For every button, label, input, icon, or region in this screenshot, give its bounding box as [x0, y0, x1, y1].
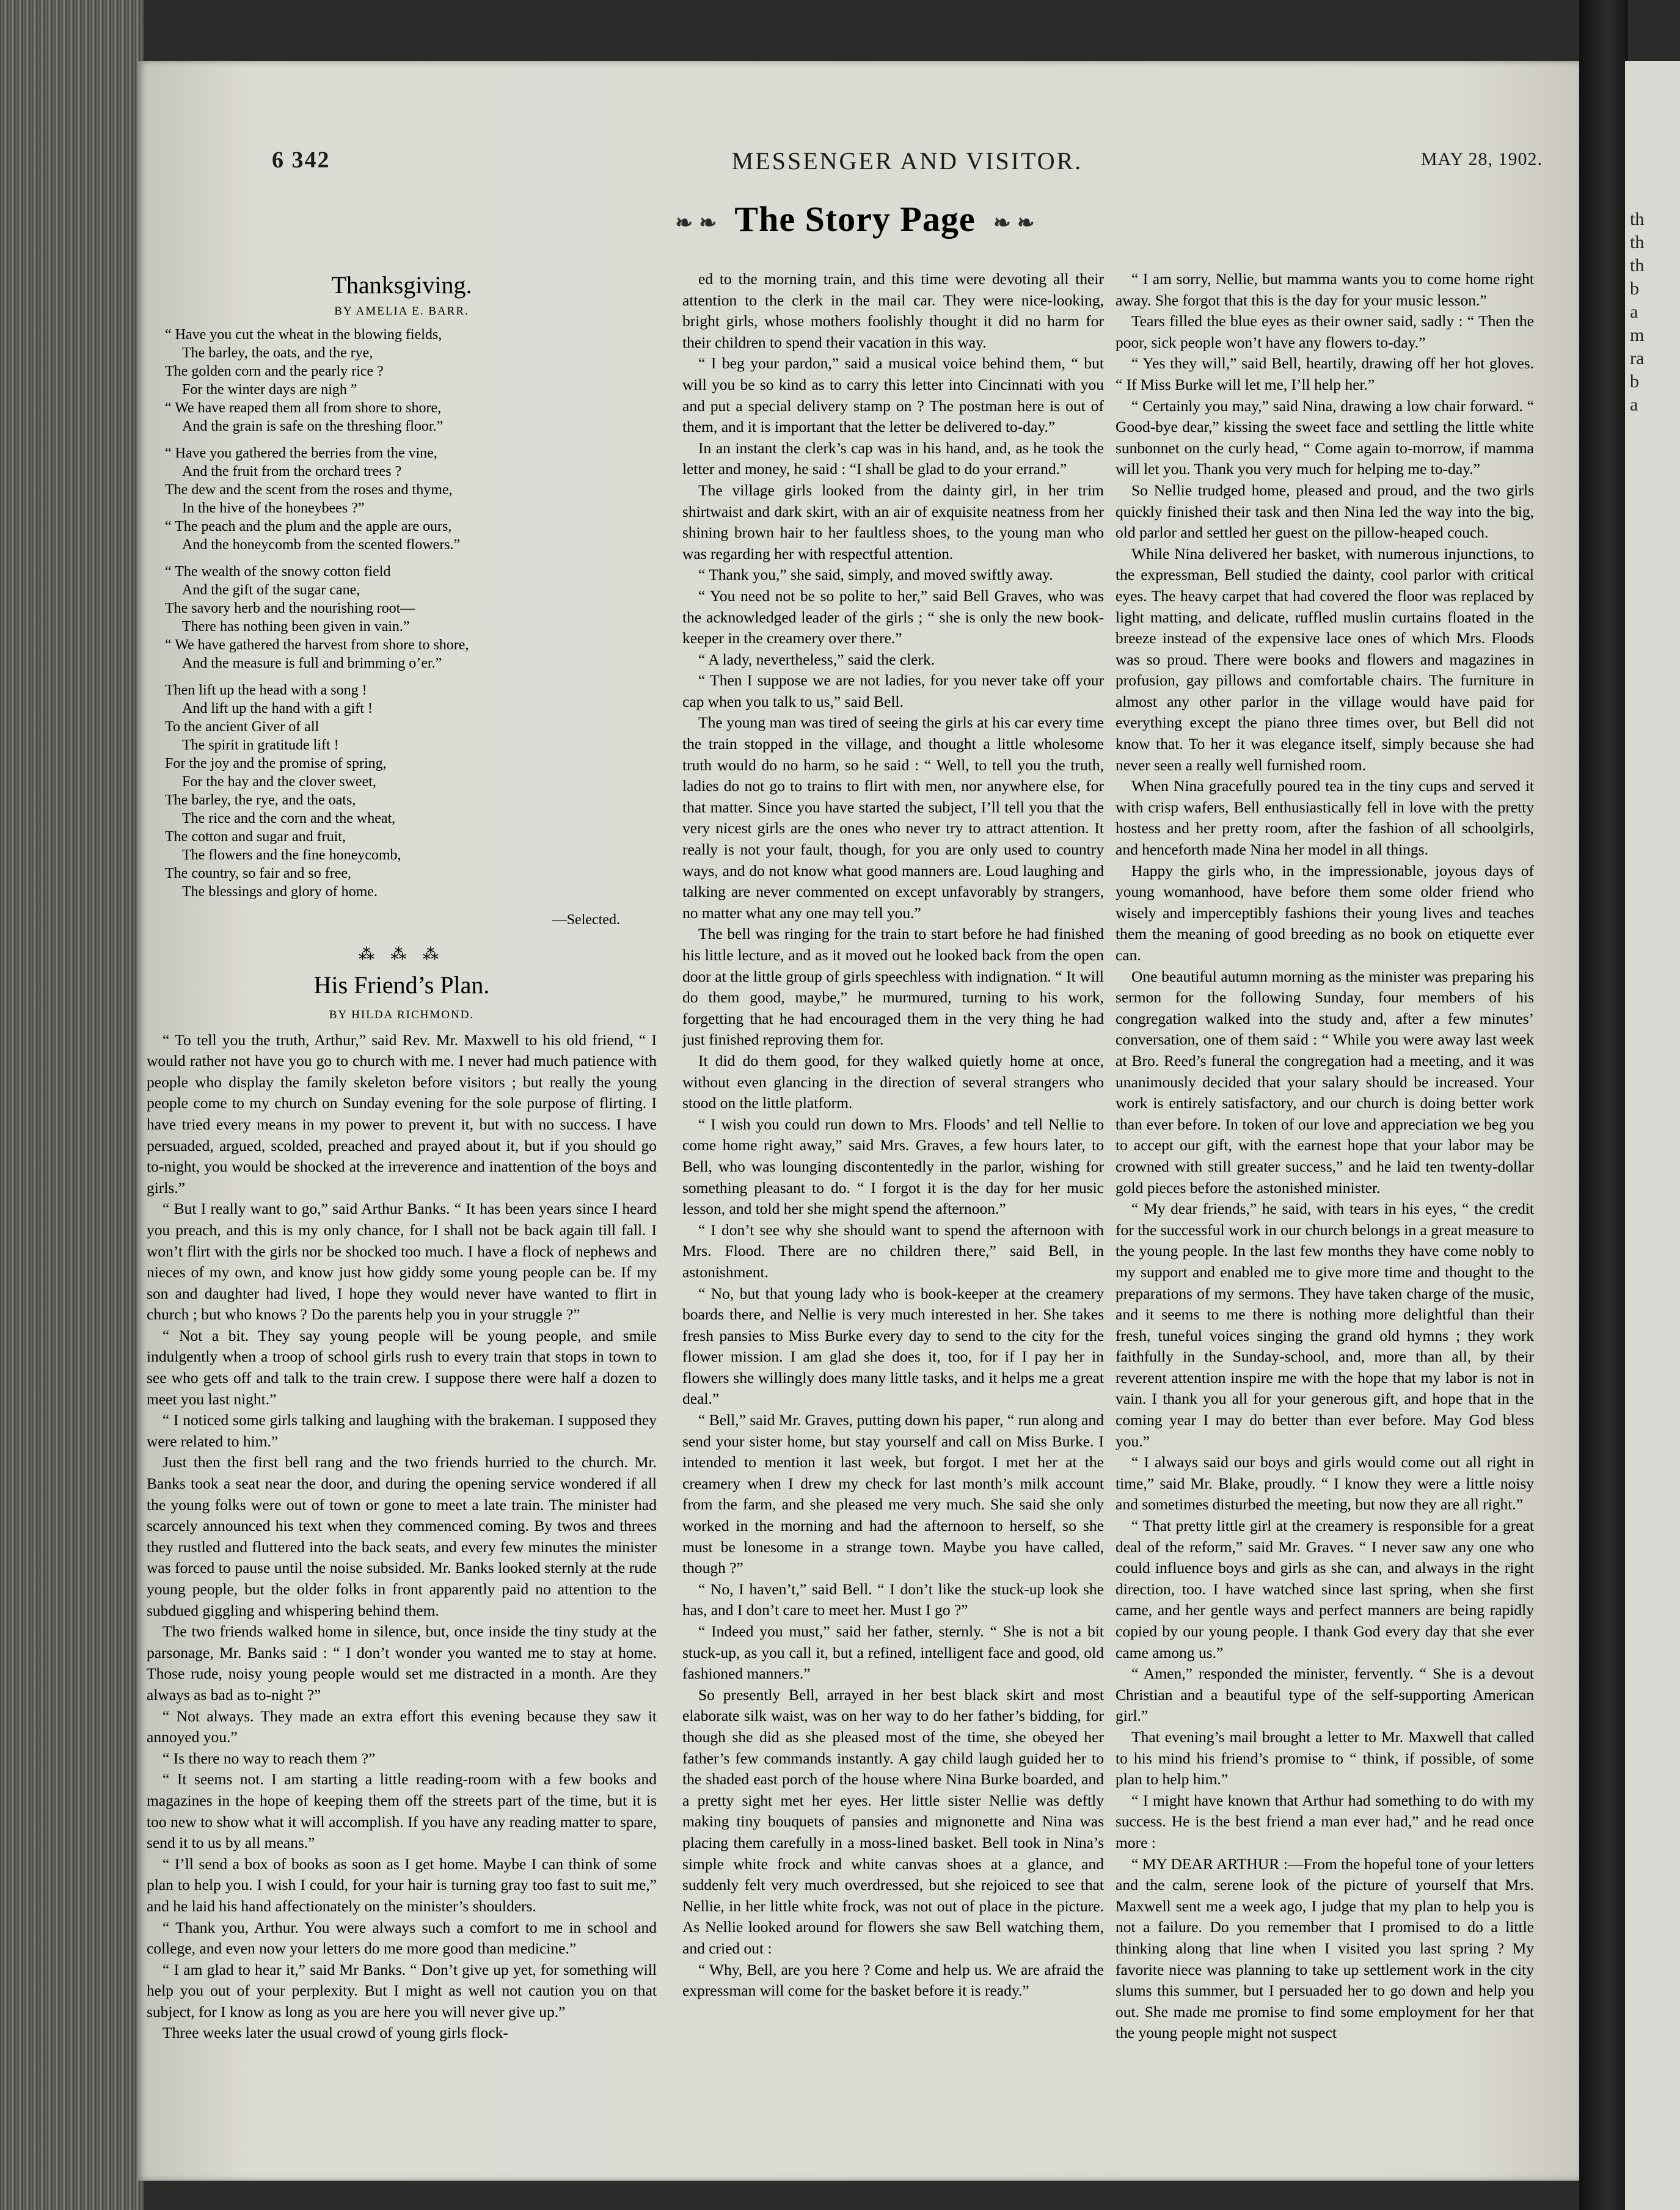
story-paragraph: The village girls looked from the dainty girl, in her trim shirtwaist and dark skirt, with an air of exquisite neatness from her shining brown hair to her faultless shoes, to the young man who was regarding her with respectful attention. [682, 481, 1104, 563]
story-paragraph: One beautiful autumn morning as the minister was preparing his sermon for the following Sunday, four members of his congregation walked into the study and, after a few minutes’ conversation, one of them said : “ While you were away last week at Bro. Reed’s funeral the congregation had a meeting, and it was unanimously decided that your salary should be increased. Your work is entirely satisfactory, and our church is doing better work than ever before. In token of our love and appreciation we beg you to accept our gift, with the earnest hope that your labor may be crowned with still greater success,” and he laid ten twenty-dollar gold pieces before the astonished minister. [1116, 967, 1534, 1197]
page-number: 6 342 [272, 147, 331, 173]
poem-line: The flowers and the fine honeycomb, [182, 847, 401, 864]
poem-line: There has nothing been given in vain.” [182, 619, 410, 635]
poem-line: For the joy and the promise of spring, [165, 756, 387, 772]
poem-byline: BY AMELIA E. BARR. [334, 304, 469, 318]
issue-date: MAY 28, 1902. [1420, 149, 1543, 169]
adjacent-text-fragment: th [1630, 209, 1645, 229]
poem-line: And the honeycomb from the scented flowers.” [182, 537, 461, 553]
poem-line: For the hay and the clover sweet, [182, 774, 376, 790]
story-paragraph: “ Certainly you may,” said Nina, drawing a low chair forward. “ Good-bye dear,” kissing the sweet face and settling the little white sunbonnet on the curly head, “ Come again to-morrow, if mamma will let you. Thank you very much for helping me to-day.” [1116, 396, 1534, 478]
story-paragraph: The young man was tired of seeing the girls at his car every time the train stopped in the village, and thought a little wholesome truth would do no harm, so he said : “ Well, to tell you the truth, ladies do not go to trains to flirt with men, nor anywhere else, for that matter. Since you have started the subject, I’ll tell you that the very nicest girls are the ones who never try to attract attention. It really is not your fault, though, for you are only used to country ways, and do not know what good manners are. Loud laughing and talking are never commented on except unfavorably by strangers, no matter what any one may tell you.” [682, 713, 1104, 922]
story-paragraph: “ Why, Bell, are you here ? Come and help us. We are afraid the expressman will come for the basket before it is ready.” [682, 1960, 1104, 2000]
story-paragraph: “ Yes they will,” said Bell, heartily, drawing off her hot gloves. “ If Miss Burke will let me, I’ll help her.” [1116, 354, 1534, 393]
publication-title: MESSENGER AND VISITOR. [731, 147, 1083, 175]
adjacent-text-fragment: b [1630, 279, 1639, 299]
story-title: His Friend’s Plan. [313, 971, 490, 999]
page-header [272, 147, 1543, 183]
story-paragraph: “ Amen,” responded the minister, fervently. “ She is a devout Christian and a beautiful type of the self-supporting American girl.” [1116, 1665, 1534, 1725]
story-paragraph: “ Bell,” said Mr. Graves, putting down his paper, “ run along and send your sister home, but stay yourself and call on Miss Burke. I intended to mention it last week, but forgot. I met her at the creamery when I drew my check for last month’s milk account from the farm, and she pleased me very much. She said she only worked in the morning and had the afternoon to herself, so she must be lonesome in a strange town. Maybe you have called, though ?” [682, 1411, 1104, 1577]
book-page-edges [0, 0, 144, 2210]
section-title [562, 199, 1149, 239]
story-byline: BY HILDA RICHMOND. [329, 1008, 475, 1021]
adjacent-text-fragment: th [1630, 232, 1645, 252]
story-paragraph: Tears filled the blue eyes as their owner said, sadly : “ Then the poor, sick people won’t have any flowers to-day.” [1116, 312, 1534, 351]
story-paragraph: Happy the girls who, in the impressionable, joyous days of young womanhood, have before them some older friend who wisely and imperceptibly fashions their young lives and teaches them the meaning of good breeding as no book on etiquette ever can. [1116, 861, 1534, 964]
story-paragraph: “ Thank you,” she said, simply, and moved swiftly away. [698, 566, 1053, 584]
poem-line: The cotton and sugar and fruit, [165, 829, 346, 845]
story-paragraph: “ But I really want to go,” said Arthur Banks. “ It has been years since I heard you preach, and this is my only chance, for I shall not be back again till fall. I won’t flirt with the girls nor be shocked too much. I have a flock of nephews and nieces of my own, and know just how giddy some young people can be. If my son and daughter had lived, I hope they would never have wanted to flirt in church ; but who knows ? Do the parents help you in your struggle ?” [147, 1200, 657, 1324]
column-1 [147, 263, 657, 2044]
story-paragraph: “ A lady, nevertheless,” said the clerk. [698, 650, 935, 668]
story-paragraph: “ To tell you the truth, Arthur,” said Rev. Mr. Maxwell to his old friend, “ I would rather not have you go to church with me. I never had much patience with people who display the family skeleton before visitors ; but really the young people come to my church on Sunday evening for the sole purpose of flirting. I have tried every means in my power to prevent it, but with no success. I have persuaded, argued, scolded, preached and prayed about it, but if you should go to-night, you would be shocked at the irreverence and inattention of the boys and girls.” [147, 1030, 657, 1197]
column-3 [1116, 269, 1534, 2044]
story-paragraph: “ No, I haven’t,” said Bell. “ I don’t like the stuck-up look she has, and I don’t care to meet her. Must I go ?” [682, 1580, 1104, 1619]
story-paragraph: “ I don’t see why she should want to spend the afternoon with Mrs. Flood. There are no children there,” said Bell, in astonishment. [682, 1220, 1104, 1281]
poem-body [165, 326, 657, 901]
poem-line: And the grain is safe on the threshing floor.” [182, 418, 444, 435]
story-paragraph: The bell was ringing for the train to start before he had finished his little lecture, and as it moved out he looked back from the open door at the little group of girls speechless with indignation. “ It will do them good, maybe,” he murmured, turning to his work, forgetting that he had encouraged them in the very thing he had just finished reproving them for. [682, 925, 1104, 1049]
story-paragraph: “ I’ll send a box of books as soon as I get home. Maybe I can think of some plan to help you. I wish I could, for your hair is turning gray too fast to suit me,” and he laid his hand affectionately on the minister’s shoulders. [147, 1854, 657, 1915]
poem-line: The spirit in gratitude lift ! [182, 737, 339, 754]
column-2 [682, 269, 1104, 2002]
story-paragraph: When Nina gracefully poured tea in the tiny cups and served it with crisp wafers, Bell enthusiastically fell in love with the pretty hostess and her pretty room, after the fashion of all schoolgirls, and henceforth made Nina her model in all things. [1116, 777, 1534, 859]
adjacent-text-fragment: ra [1630, 348, 1645, 368]
story-paragraph: So presently Bell, arrayed in her best black skirt and most elaborate silk waist, was on her way to do her father’s bidding, for though she did as she pleased most of the time, she obeyed her father’s few commands instantly. A gay child laugh guided her to the shaded east porch of the house where Nina Burke boarded, and a pretty sight met her eyes. Her little sister Nellie was deftly making tiny bouquets of pansies and mignonette and Nina was placing them carefully in a moss-lined basket. Bell took in Nina’s simple white frock and white canvas shoes at a glance, and suddenly felt very much overdressed, but she rejoiced to see that Nellie, in her little white frock, was not out of place in the picture. As Nellie looked around for flowers she saw Bell watching them, and cried out : [682, 1685, 1104, 1957]
poem-line: The blessings and glory of home. [182, 884, 378, 900]
adjacent-text-fragment: m [1630, 325, 1645, 345]
poem-line: The country, so fair and so free, [165, 866, 351, 882]
story-paragraph: That evening’s mail brought a letter to Mr. Maxwell that called to his mind his friend’s promise to “ think, if possible, of some plan to help him.” [1116, 1727, 1534, 1789]
poem-line: “ The wealth of the snowy cotton field [165, 564, 391, 580]
story-paragraph: “ You need not be so polite to her,” said Bell Graves, who was the acknowledged leader of the girls ; “ she is only the new book-keeper in the creamery over there.” [682, 586, 1104, 647]
poem-line: And the measure is full and brimming o’er.” [182, 655, 442, 672]
story-paragraph: “ That pretty little girl at the creamery is responsible for a great deal of the reform,” said Mr. Graves. “ I never saw any one who could influence boys and girls as she can, and always in the right direction, too. I have watched since last spring, when she first came, and her gentle ways and perfect manners are being rapidly copied by our young people. I thank God every day that she ever came among us.” [1116, 1517, 1534, 1661]
poem-line: “ We have gathered the harvest from shore to shore, [165, 637, 469, 654]
story-paragraph: The two friends walked home in silence, but, once inside the tiny study at the parsonage, Mr. Banks said : “ I don’t wonder you wanted me to stay at home. Those rude, noisy young people would set me distracted in a month. Are they always as bad as to-night ?” [147, 1622, 657, 1704]
adjacent-text-fragment: a [1630, 302, 1638, 322]
poem-line: And lift up the hand with a gift ! [182, 701, 373, 717]
story-paragraph: “ Not always. They made an extra effort this evening because they saw it annoyed you.” [147, 1707, 657, 1746]
story-paragraph: “ Thank you, Arthur. You were always such a comfort to me in school and college, and even now your letters do me more good than medicine.” [147, 1918, 657, 1958]
poem-title: Thanksgiving. [331, 271, 472, 299]
story-paragraph: “ I am glad to hear it,” said Mr Banks. “ Don’t give up yet, for something will help you out of your perplexity. But I might as well not caution you on that subject, for I know as long as you are here you will never give up.” [147, 1960, 657, 2021]
story-paragraph: “ I noticed some girls talking and laughing with the brakeman. I supposed they were related to him.” [147, 1411, 657, 1450]
poem-line: In the hive of the honeybees ?” [182, 500, 365, 517]
story-paragraph: While Nina delivered her basket, with numerous injunctions, to the expressman, Bell studied the dainty, cool parlor with critical eyes. The heavy carpet that had covered the floor was replaced by light matting, and delicate, ruffled muslin curtains floated in the breeze instead of the expensive lace ones of which Mrs. Floods was so proud. There were books and flowers and magazines in profusion, gay pillows and comfortable chairs. The furniture in almost any other parlor in the village would have paid for everything except the piano three times over, but Bell did not know that. To her it was elegance itself, simply because she had never seen a really well furnished room. [1116, 544, 1534, 774]
poem-line: The savory herb and the nourishing root— [165, 600, 415, 617]
poem-line: The golden corn and the pearly rice ? [165, 363, 384, 380]
poem-line: Then lift up the head with a song ! [165, 682, 367, 699]
poem-stanza [165, 681, 657, 901]
poem-line: “ We have reaped them all from shore to shore, [165, 400, 442, 417]
poem-stanza [165, 326, 657, 436]
fleuron-icon: ❧ ❧ [993, 211, 1035, 235]
poem-line: The rice and the corn and the wheat, [182, 811, 396, 827]
poem-line: “ Have you gathered the berries from the vine, [165, 445, 437, 462]
adjacent-text-fragment: b [1630, 371, 1639, 392]
story-paragraph: It did do them good, for they walked quietly home at once, without even glancing in the direction of several strangers who stood on the little platform. [682, 1051, 1104, 1112]
book-gutter [1579, 0, 1628, 2210]
poem-line: The barley, the oats, and the rye, [182, 345, 373, 362]
story-separator: ⁂ ⁂ ⁂ [359, 945, 445, 963]
poem-stanza [165, 444, 657, 554]
story-paragraph: “ I am sorry, Nellie, but mamma wants you to come home right away. She forgot that this is the day for your music lesson.” [1116, 270, 1534, 309]
story-paragraph: “ I always said our boys and girls would come out all right in time,” said Mr. Blake, proudly. “ I know they were a little noisy and sometimes disturbed the meeting, but now they are all right.” [1116, 1453, 1534, 1514]
poem-line: “ Have you cut the wheat in the blowing fields, [165, 327, 442, 343]
poem-line: The barley, the rye, and the oats, [165, 792, 356, 809]
story-paragraph: In an instant the clerk’s cap was in his hand, and, as he took the letter and money, he said : “I shall be glad to do your errand.” [682, 439, 1104, 478]
story-paragraph: “ MY DEAR ARTHUR :—From the hopeful tone of your letters and the calm, serene look of the picture of yourself that Mrs. Maxwell sent me a week ago, I judge that my plan to help you is not a failure. Do you remember that I promised to do a little thinking along that line when I visited you last spring ? My favorite niece was planning to take up settlement work in the city slums this summer, but I persuaded her to go down and help you out. She made me promise to find some employment for her that the young people might not suspect [1116, 1854, 1534, 2042]
story-paragraph: “ I might have known that Arthur had something to do with my success. He is the best friend a man ever had,” and he read once more : [1116, 1791, 1534, 1851]
story-paragraph: “ Not a bit. They say young people will be young people, and smile indulgently when a troop of school girls rush to every train that stops in town to see who gets off and talk to the train crew. I suppose there were half a dozen to meet you last night.” [147, 1326, 657, 1408]
adjacent-text-fragment: th [1630, 255, 1645, 275]
story-paragraph: “ Is there no way to reach them ?” [163, 1749, 376, 1767]
adjacent-text-fragment: a [1630, 395, 1638, 415]
story-paragraph: ed to the morning train, and this time were devoting all their attention to the clerk in the mail car. They were nice-looking, bright girls, whose mothers foolishly thought it did no harm for their children to spend their vacation in this way. [682, 270, 1104, 351]
story-paragraph: Just then the first bell rang and the two friends hurried to the church. Mr. Banks took a seat near the door, and during the opening service wondered if all the young folks were out of town or gone to meet a late train. The minister had scarcely announced his text when they commenced coming. By twos and threes they rustled and fluttered into the back seats, and every few minutes the minister was forced to pause until the noise subsided. Mr. Banks looked sternly at the rude young people, but the older folks in front apparently paid no attention to the subdued giggling and whispering behind them. [147, 1453, 657, 1619]
poem-stanza [165, 563, 657, 673]
poem-line: The dew and the scent from the roses and thyme, [165, 482, 453, 498]
story-paragraph: “ It seems not. I am starting a little reading-room with a few books and magazines in the hope of keeping them off the streets part of the time, but it is too new to show what it will accomplish. If you have any reading matter to spare, send it to us by all means.” [147, 1770, 657, 1852]
poem-line: “ The peach and the plum and the apple are ours, [165, 519, 452, 535]
story-paragraph: So Nellie trudged home, pleased and proud, and the two girls quickly finished their task and then Nina led the way into the big, old parlor and settled her guest on the pillow-heaped couch. [1116, 481, 1534, 542]
adjacent-page-fragment [1625, 61, 1680, 2210]
story-paragraph: Three weeks later the usual crowd of young girls flock- [163, 2024, 508, 2042]
poem-line: For the winter days are nigh ” [182, 382, 357, 398]
poem-line: And the fruit from the orchard trees ? [182, 464, 402, 480]
section-title-text: The Story Page [734, 199, 976, 239]
poem-credit: —Selected. [552, 912, 620, 928]
story-paragraph: “ I wish you could run down to Mrs. Floods’ and tell Nellie to come home right away,” said Mrs. Graves, a few hours later, to Bell, who was lounging discontentedly in the parlor, wishing for something pleasant to do. “ I forgot it is the day for her music lesson, and told her she might spend the afternoon.” [682, 1115, 1104, 1218]
story-paragraph: “ I beg your pardon,” said a musical voice behind them, “ but will you be so kind as to carry this letter into Cincinnati with you and put a special delivery stamp on ? The postman here is out of them, and it is important that the letter be delivered to-day.” [682, 354, 1104, 436]
poem-line: To the ancient Giver of all [165, 719, 320, 735]
fleuron-icon: ❧ ❧ [675, 211, 717, 235]
story-column-1-text [147, 1030, 657, 2044]
poem-line: And the gift of the sugar cane, [182, 582, 360, 599]
story-paragraph: “ Then I suppose we are not ladies, for you never take off your cap when you talk to us,” said Bell. [682, 671, 1104, 710]
story-paragraph: “ No, but that young lady who is book-keeper at the creamery boards there, and Nellie is very much interested in her. She takes fresh pansies to Miss Burke every day to send to the city for the flower mission. I am glad she does it, too, for if I pay her in flowers she willingly does many little tasks, and it helps me a great deal.” [682, 1284, 1104, 1408]
story-paragraph: “ My dear friends,” he said, with tears in his eyes, “ the credit for the successful work in our church belongs in a great measure to the young people. In the last few months they have come nobly to my support and enabled me to give more time and thought to the preparations of my sermons. They have taken charge of the music, and it seems to me there is nothing more delightful than their fresh, tuneful voices singing the grand old hymns ; they work faithfully in the Sunday-school, and, more than all, by their reverent attention inspire me with the hope that my labor is not in vain. I thank you all for your generous gift, and hope that in the coming year I may do better than ever before. May God bless you.” [1116, 1200, 1534, 1450]
story-paragraph: “ Indeed you must,” said her father, sternly. “ She is not a bit stuck-up, as you call it, but a refined, intelligent face and good, old fashioned manners.” [682, 1622, 1104, 1683]
